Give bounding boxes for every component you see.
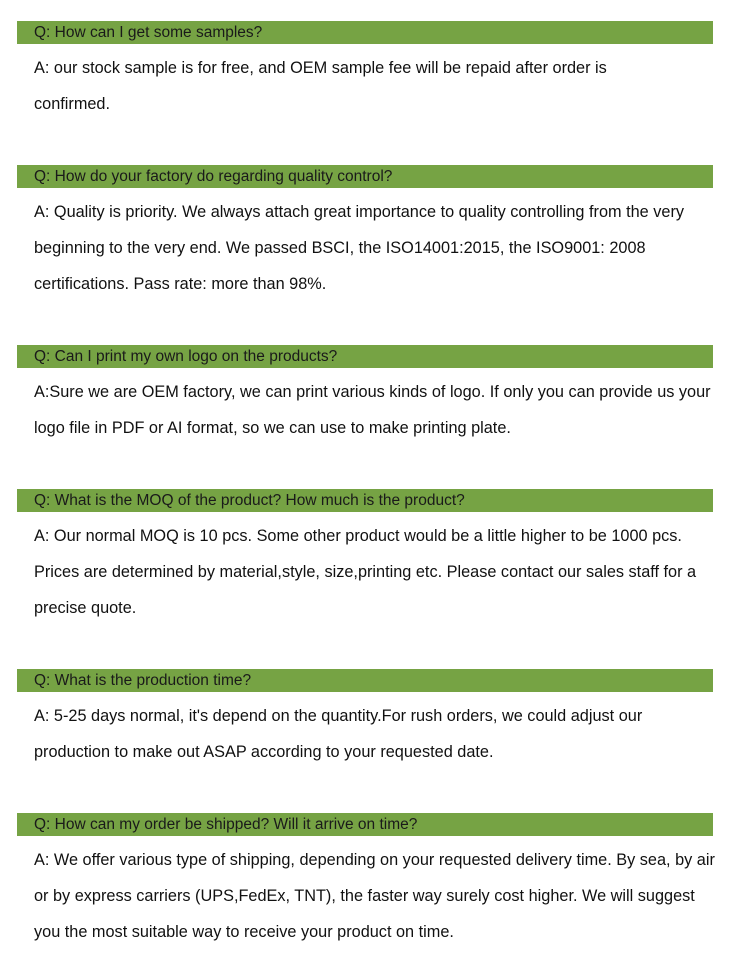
faq-question-quality-control: Q: How do your factory do regarding quality control? <box>17 165 713 188</box>
faq-answer-moq: A: Our normal MOQ is 10 pcs. Some other product would be a little higher to be 1000 pcs. Prices are determined by material,style, size,printing etc. Please contact our sales staff for a precise quote. <box>34 527 697 617</box>
faq-question-samples: Q: How can I get some samples? <box>17 21 713 44</box>
faq-answer-logo-printing: A:Sure we are OEM factory, we can print various kinds of logo. If only you can provide us your logo file in PDF or AI format, so we can use to make printing plate. <box>34 383 711 437</box>
faq-answer-shipping: A: We offer various type of shipping, depending on your requested delivery time. By sea, by air or by express carriers (UPS,FedEx, TNT), the faster way surely cost higher. We will suggest you the most suitable way to receive your product on time. <box>34 851 715 941</box>
faq-answer-quality-control: A: Quality is priority. We always attach great importance to quality controlling from the very beginning to the very end. We passed BSCI, the ISO14001:2015, the ISO9001: 2008 certifications. Pass rate: more than 98%. <box>34 203 685 293</box>
faq-question-shipping: Q: How can my order be shipped? Will it arrive on time? <box>17 813 713 836</box>
faq-question-logo-printing: Q: Can I print my own logo on the products? <box>17 345 713 368</box>
faq-answer-samples: A: our stock sample is for free, and OEM sample fee will be repaid after order is confirmed. <box>34 59 607 113</box>
faq-question-moq: Q: What is the MOQ of the product? How much is the product? <box>17 489 713 512</box>
faq-answer-production-time: A: 5-25 days normal, it's depend on the quantity.For rush orders, we could adjust our production to make out ASAP according to your requested date. <box>34 707 643 761</box>
faq-question-production-time: Q: What is the production time? <box>17 669 713 692</box>
